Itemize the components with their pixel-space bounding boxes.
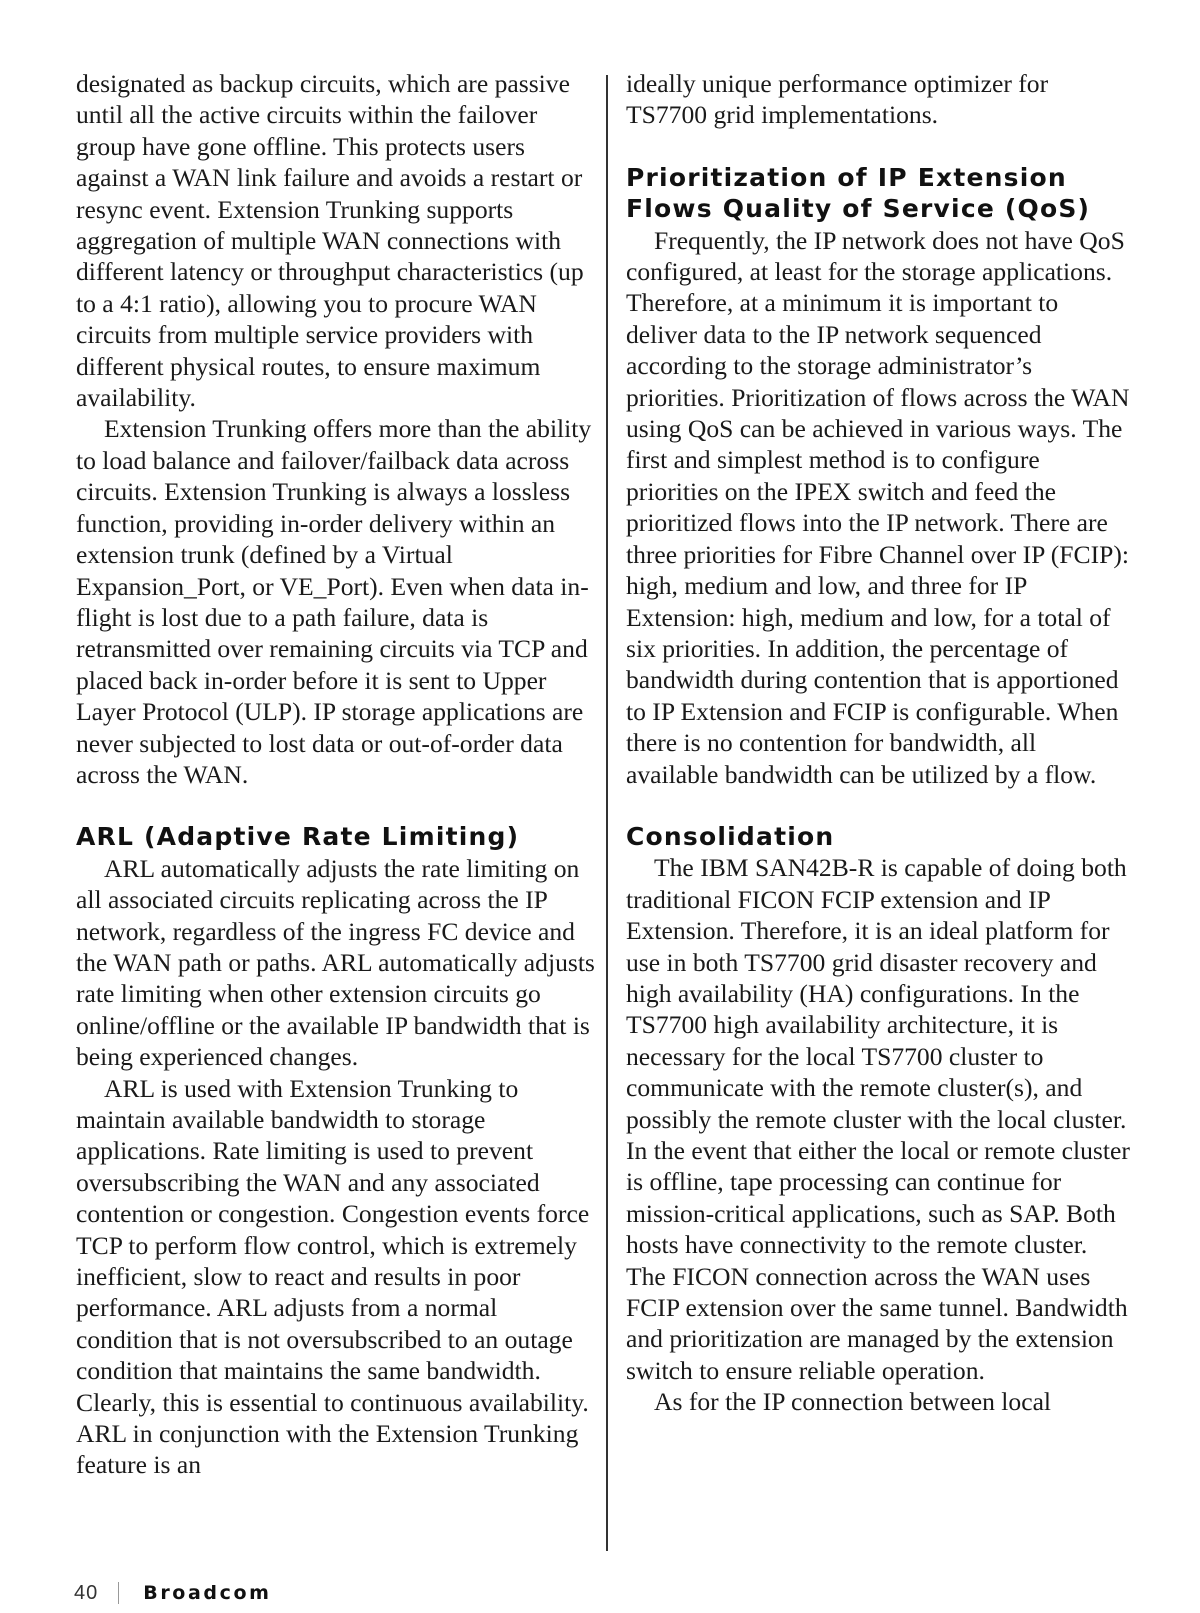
heading-arl: ARL (Adaptive Rate Limiting) (76, 822, 520, 852)
paragraph-performance-optimizer: ideally unique performance optimizer for TS7700 grid implementations. (626, 69, 1049, 130)
paragraph-backup-circuits: designated as backup circuits, which are passive until all the active circuits within the failover group have gone offline. This protects users against a WAN link failure and avoids a restart or resync event. Extension Trunking supports aggregation of multiple WAN connections with different latency or throughput characteristics (up to a 4:1 ratio), allowing you to procure WAN circuits from multiple service providers with different physical routes, to ensure maximum availability. (76, 69, 584, 413)
heading-qos: Prioritization of IP Extension Flows Quality of Service (QoS) (626, 162, 1091, 224)
page-number: 40 (74, 1581, 99, 1604)
paragraph-arl-trunking: ARL is used with Extension Trunking to maintain available bandwidth to storage applications. Rate limiting is used to prevent oversubscribing the WAN and any associated contention or congestion. Congestion events force TCP to perform flow control, which is extremely inefficient, slow to react and results in poor performance. ARL adjusts from a normal condition that is not oversubscribed to an outage condition that maintains the same bandwidth. Clearly, this is essential to continuous availability. ARL in conjunction with the Extension Trunking feature is an (76, 1073, 590, 1480)
paragraph-ip-connection: As for the IP connection between local (654, 1387, 1052, 1417)
left-column (76, 68, 596, 1481)
heading-consolidation: Consolidation (626, 821, 835, 851)
brand-name: Broadcom (143, 1582, 272, 1604)
paragraph-arl-adjusts: ARL automatically adjusts the rate limiting on all associated circuits replicating across the IP network, regardless of the ingress FC device and the WAN path or paths. ARL automatically adjusts rate limiting when other extension circuits go online/offline or the available IP bandwidth that is being experienced changes. (76, 853, 595, 1072)
page-footer (74, 1577, 272, 1609)
column-divider (606, 75, 608, 1551)
paragraph-extension-trunking: Extension Trunking offers more than the ability to load balance and failover/failback data across circuits. Extension Trunking is always a lossless function, providing in-order delivery within an extension trunk (defined by a Virtual Expansion_Port, or VE_Port). Even when data in-flight is lost due to a path failure, data is retransmitted over remaining circuits via TCP and placed back in-order before it is sent to Upper Layer Protocol (ULP). IP storage applications are never subjected to lost data or out-of-order data across the WAN. (76, 414, 592, 789)
paragraph-qos: Frequently, the IP network does not have QoS configured, at least for the storage applications. Therefore, at a minimum it is important to deliver data to the IP network sequenced according to the storage administrator’s priorities. Prioritization of flows across the WAN using QoS can be achieved in various ways. The first and simplest method is to configure priorities on the IPEX switch and feed the prioritized flows into the IP network. There are three priorities for Fibre Channel over IP (FCIP): high, medium and low, and three for IP Extension: high, medium and low, for a total of six priorities. In addition, the percentage of bandwidth during contention that is apportioned to IP Extension and FCIP is configurable. When there is no contention for bandwidth, all available bandwidth can be utilized by a flow. (626, 225, 1130, 789)
paragraph-consolidation: The IBM SAN42B-R is capable of doing both traditional FICON FCIP extension and IP Extension. Therefore, it is an ideal platform for use in both TS7700 grid disaster recovery and high availability (HA) configurations. In the TS7700 high availability architecture, it is necessary for the local TS7700 cluster to communicate with the remote cluster(s), and possibly the remote cluster with the local cluster. In the event that either the local or remote cluster is offline, tape processing can continue for mission-critical applications, such as SAP. Both hosts have connectivity to the remote cluster. The FICON connection across the WAN uses FCIP extension over the same tunnel. Bandwidth and prioritization are managed by the extension switch to ensure reliable operation. (626, 853, 1130, 1385)
footer-separator (118, 1582, 119, 1604)
right-column (626, 68, 1132, 1418)
